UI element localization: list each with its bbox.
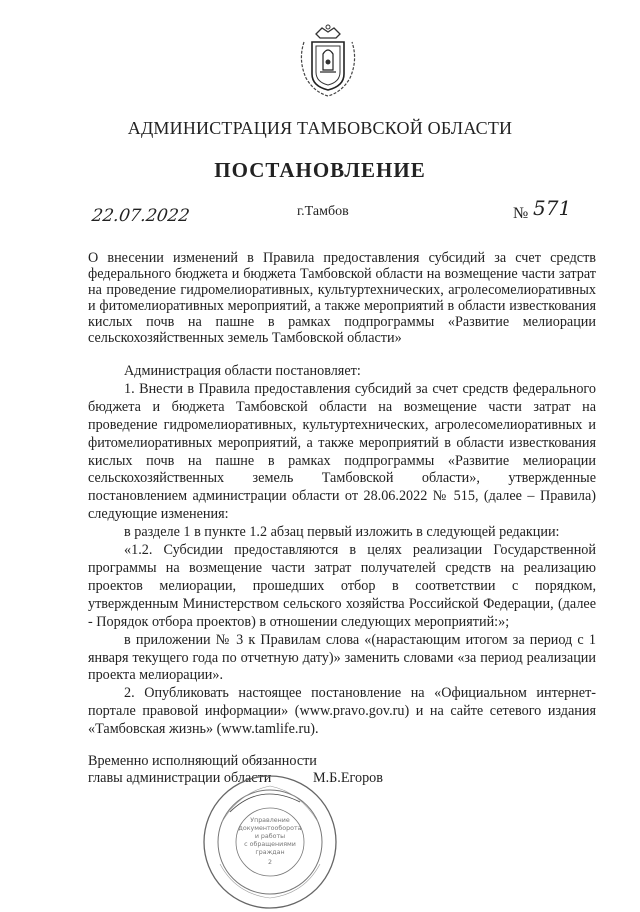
signer-position-line1: Временно исполняющий обязанности [88,753,317,769]
document-number: 571 [533,196,572,220]
paragraph-1b: «1.2. Субсидии предоставляются в целях реализации Государственной программы на возмещение части затрат получателей средств на реализацию проектов мелиорации, прошедших отбор в соответствии с порядком, утвержденным Министерством сельского хозяйства Российской Федерации, (далее - Порядок отбора проектов) в отношении следующих мероприятий:»; [88,542,596,630]
document-city: г.Тамбов [297,204,349,219]
document-subject: О внесении изменений в Правила предоставления субсидий за счет средств федерального бюджета и бюджета Тамбовской области на возмещение части затрат на проведение гидромелиоративных, культуртехнических, агролесомелиоративных и фитомелиоративных мероприятий, а также мероприятий в области известкования кислых почв на пашне в рамках подпрограммы «Развитие мелиорации сельскохозяйственных земель Тамбовской области» [88,250,596,346]
coat-of-arms-icon [296,20,360,100]
stamp-line-5: граждан [255,849,285,856]
organization-title: АДМИНИСТРАЦИЯ ТАМБОВСКОЙ ОБЛАСТИ [127,118,513,138]
signer-name: М.Б.Егоров [313,770,383,786]
document-type-title: ПОСТАНОВЛЕНИЕ [214,158,426,182]
document-date: 22.07.2022 [90,206,191,226]
stamp-line-2: документооборота [238,825,302,832]
signer-position-line2: главы администрации области [88,770,272,786]
document-number-label: № [513,205,529,222]
stamp-line-6: 2 [267,859,273,866]
paragraph-2: 2. Опубликовать настоящее постановление на «Официальном интернет-портале правовой информации» (www.pravo.gov.ru) и на сайте сетевого издания «Тамбовская жизнь» (www.tamlife.ru). [88,685,596,738]
document-body [88,363,596,739]
paragraph-1a: в разделе 1 в пункте 1.2 абзац первый изложить в следующей редакции: [124,524,560,541]
intro-paragraph: Администрация области постановляет: [124,363,361,379]
stamp-line-4: с обращениями [244,841,296,848]
official-stamp-icon [200,772,340,912]
paragraph-1c: в приложении № 3 к Правилам слова «(нарастающим итогом за период с 1 января текущего года по отчетную дату)» заменить словами «за период реализации проекта мелиорации». [88,631,596,684]
stamp-line-1: Управление [250,817,290,824]
paragraph-1: 1. Внести в Правила предоставления субсидий за счет средств федерального бюджета и бюджета Тамбовской области на возмещение части затрат на проведение гидромелиоративных, культуртехнических, агролесомелиоративных и фитомелиоративных мероприятий, а также мероприятий в области известкования кислых почв на пашне в рамках подпрограммы «Развитие мелиорации сельскохозяйственных земель Тамбовской области», утвержденные постановлением администрации области от 28.06.2022 № 515, (далее – Правила) следующие изменения: [88,380,596,523]
stamp-line-3: и работы [254,833,286,840]
